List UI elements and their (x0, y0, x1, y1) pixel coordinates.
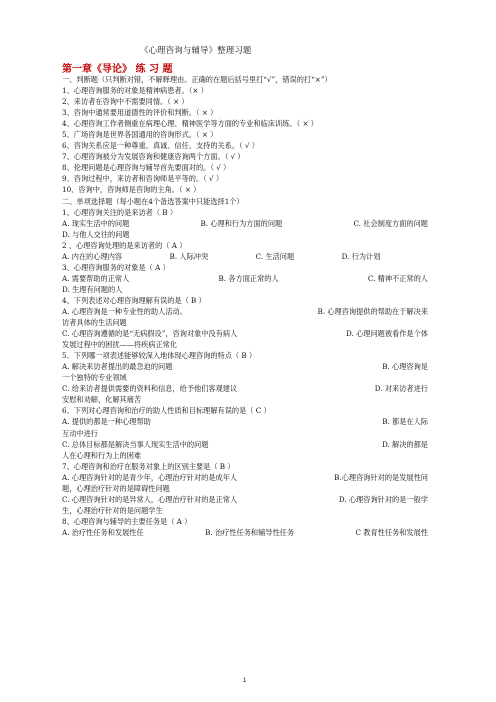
option-row (62, 439, 428, 450)
option-text: A. 解决来访者提出的最急迫的问题 (62, 362, 173, 372)
text-line: 7、心理咨询被分为发展咨询和健康咨询两个方面。（ √ ） (62, 152, 245, 162)
page-number: 1 (243, 678, 247, 684)
option-text: D. 心理问题被看作是个体 (346, 329, 428, 339)
text-line: 人在心理和行为上的困难 (62, 450, 142, 460)
option-text: A. 现实生活中的问题 (62, 218, 130, 228)
option-text: C. 社会制度方面的问题 (353, 218, 428, 228)
text-line: 10、咨询中，咨询师是咨询的主角。（ × ） (62, 185, 201, 195)
option-text: A. 治疗性任务和发展性任 (62, 527, 144, 537)
option-text: C. 心理咨询针对的是异常人，心理治疗针对的是正常人 (62, 494, 238, 504)
option-text: A. 心理咨询是一种专业性的助人活动。 (62, 306, 187, 316)
text-line: 1、心理咨询服务的对象是精神病患者。（× ） (62, 86, 208, 96)
option-row (62, 527, 428, 538)
option-text: A. 提供的都是一种心理帮助 (62, 417, 151, 427)
text-line: 7、心理咨询和治疗在服务对象上的区别主要是（ B ） (62, 461, 235, 471)
document-title: 《心理咨询与辅导》整理习题 (140, 45, 252, 55)
option-text: B. 人际冲突 (169, 251, 209, 261)
option-text: C 教育性任务和发展性 (355, 527, 428, 537)
text-line: 9、咨询过程中，来访者和咨询师是平等的。（ √ ） (62, 174, 224, 184)
option-text: B. 心理咨询是 (382, 362, 428, 372)
text-line: 安慰和劝解，化解其痛苦 (62, 395, 142, 405)
text-line: 题，心理治疗针对的是障碍性问题 (62, 483, 170, 493)
chapter-heading: 第一章《导论》 练 习 题 (62, 64, 173, 75)
option-row (62, 361, 428, 372)
text-line: 一、判断题（只判断对错，不解释理由。正确的在题后括号里打“√”，错误的打“×”） (62, 75, 332, 84)
option-row (62, 416, 428, 427)
option-text: D. 行为计划 (341, 251, 381, 261)
text-line: 6、咨询关系应是一种尊重、真诚、信任、支持的关系。（ √ ） (62, 141, 259, 151)
text-line: 发展过程中的困扰——将疾病正常化 (62, 340, 178, 350)
text-line: 互动中进行 (62, 428, 98, 438)
text-line: 3、咨询中通常要用道德性的评价和判断。（ × ） (62, 108, 218, 118)
option-row (62, 251, 428, 262)
text-line: 4、心理咨询工作者侧重在病理心理、精神医学等方面的专业和临床训练。（ × ） (62, 119, 318, 129)
document-body (62, 74, 428, 538)
option-text: D. 解决的都是 (381, 439, 428, 449)
text-line: 5、广场咨询是世界各国通用的咨询形式。（ × ） (62, 130, 218, 140)
text-line: D. 生理有问题的人 (62, 284, 123, 294)
option-text: B. 都是在人际 (382, 417, 428, 427)
option-text: B. 各方面正常的人 (218, 273, 279, 283)
text-line: 5、下列哪一项表述能够较深入地体现心理咨询的特点（ B ） (62, 351, 257, 361)
text-line: 8、伦理问题是心理咨询与辅导首先要面对的。（ √ ） (62, 163, 231, 173)
option-text: C. 总体目标都是解决当事人现实生活中的问题 (62, 439, 209, 449)
text-line: 6、下列对心理咨询和治疗的助人性质和目标理解有误的是（ C ） (62, 406, 271, 416)
option-row (62, 494, 428, 505)
text-line: 2、来访者在咨询中不需要同情。（ × ） (62, 97, 189, 107)
option-row (62, 472, 428, 483)
option-text: C. 心理咨询遵循的是“无病假设”，咨询对象中没有病人 (62, 329, 238, 339)
text-line: 8、心理咨询与辅导的主要任务是（ A ） (62, 516, 192, 526)
option-text: B.心理咨询针对的是发展性问 (334, 472, 428, 482)
option-row (62, 306, 428, 317)
option-text: B. 治疗性任务和辅导性任务 (205, 527, 295, 537)
text-line: 访者具体的生活问题 (62, 318, 127, 328)
option-text: D. 对来访者进行 (374, 384, 428, 394)
option-row (62, 328, 428, 339)
option-text: C. 给来访者提供需要的资料和信息，给予他们客观建议 (62, 384, 238, 394)
text-line: 生，心理治疗针对的是问题学生 (62, 505, 163, 515)
option-text: A. 需要帮助的正常人 (62, 273, 130, 283)
option-row (62, 383, 428, 394)
option-text: D. 心理咨询针对的是一般学 (338, 494, 428, 504)
option-text: B. 心理咨询提供的帮助在于解决来 (317, 306, 428, 316)
option-text: C. 精神不正常的人 (367, 273, 428, 283)
option-text: B. 心理和行为方面的问题 (200, 218, 283, 228)
option-text: C. 生活问题 (255, 251, 295, 261)
text-line: 一个独特的专业领域 (62, 373, 127, 383)
option-text: A. 内在的心理内容 (62, 251, 123, 261)
text-line: 1、心理咨询关注的是来访者（ B ） (62, 207, 178, 217)
text-line: 3、心理咨询服务的对象是（ A ） (62, 262, 170, 272)
option-row (62, 273, 428, 284)
text-line: 4、下列表述对心理咨询理解有误的是（ B ） (62, 295, 206, 305)
text-line: 2 、心理咨询处理的是来访者的（ A ） (62, 240, 187, 250)
option-row (62, 218, 428, 229)
option-text: A. 心理咨询针对的是青少年，心理治疗针对的是成年人 (62, 472, 238, 482)
text-line: D. 与他人交往的问题 (62, 229, 130, 239)
text-line: 二、单项选择题（每小题在4个备选答案中只能选择1个） (62, 196, 244, 206)
